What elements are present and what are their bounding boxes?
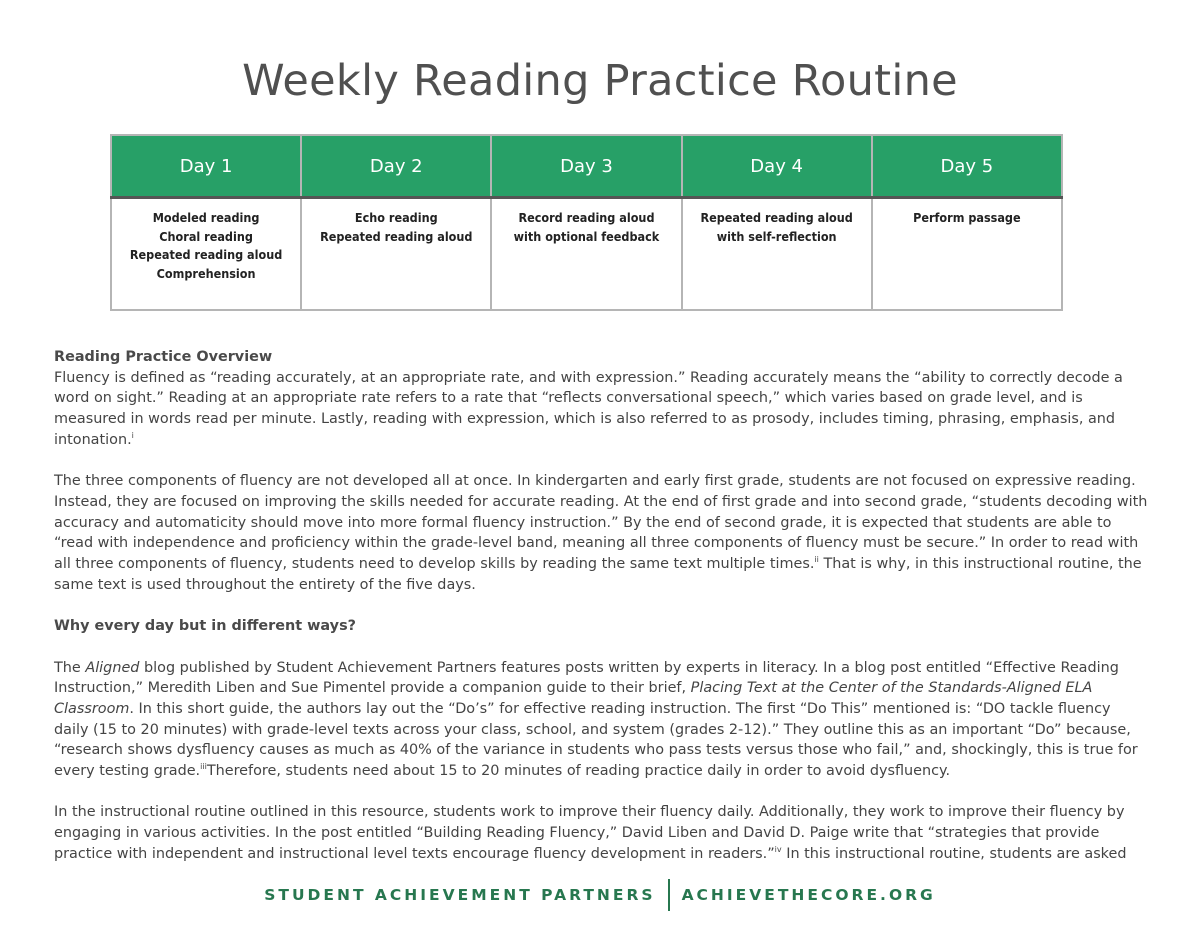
day-3-header: Day 3 — [491, 135, 681, 198]
overview-paragraph-2 — [54, 471, 1149, 595]
overview-heading: Reading Practice Overview — [54, 349, 273, 365]
table-header-row — [111, 135, 1062, 198]
activity-item: Echo reading — [354, 210, 438, 225]
footnote-marker: iii — [200, 762, 207, 772]
why-heading: Why every day but in different ways? — [54, 618, 356, 635]
footer-divider — [668, 879, 670, 911]
activity-item: Repeated reading aloud — [129, 247, 283, 262]
why-paragraph-1 — [54, 658, 1149, 782]
overview-text-2-tail: That is why, in this instructional routine, the same text is used throughout the entirety of the five days. — [54, 556, 1142, 593]
overview-paragraph-1 — [54, 347, 1149, 451]
why-text: . In this short guide, the authors lay out the “Do’s” for effective reading instruction. The first “Do This” mentioned is: “DO tackle fluency daily (15 to 20 minutes) with grade-level texts across your class, school, and system (grades 2-12).” They outline this as an important “Do” because, “research shows dysfluency causes as much as 40% of the variance in students who pass tests versus those who fail,” and, shockingly, this is true for every testing grade. — [54, 700, 1138, 780]
activity-item: with optional feedback — [513, 228, 660, 244]
day-3-activities — [491, 198, 681, 311]
day-5-header: Day 5 — [872, 135, 1062, 198]
day-2-activities — [301, 198, 491, 311]
footer — [0, 878, 1200, 912]
footnote-marker: i — [131, 431, 134, 441]
activity-item: Comprehension — [156, 265, 256, 281]
activity-item: Choral reading — [159, 228, 253, 244]
why-text: Therefore, students need about 15 to 20 minutes of reading practice daily in order to avoid dysfluency. — [206, 763, 951, 780]
activity-item: Repeated reading aloud — [320, 228, 473, 244]
footer-website: ACHIEVETHECORE.ORG — [681, 886, 936, 904]
why-text: In the instructional routine outlined in this resource, students work to improve their fluency daily. Additionally, they work to improve their fluency by engaging in various activities. In the post entitled “Building Reading Fluency,” David Liben and David D. Paige write that “strategies that provide practice with independent and instructional level texts encourage fluency development in readers.” — [54, 804, 1125, 862]
day-1-header: Day 1 — [111, 135, 301, 198]
day-4-activities — [682, 198, 872, 311]
day-4-header: Day 4 — [682, 135, 872, 198]
overview-text-1: Fluency is defined as “reading accurately, at an appropriate rate, and with expression.” Reading accurately means the “ability to correctly decode a word on sight.” Reading at an appropriate rate refers to a rate that “reflects conversational speech,” which varies based on grade level, and is measured in words read per minute. Lastly, reading with expression, which is also referred to as prosody, includes timing, phrasing, emphasis, and intonation. — [54, 369, 1123, 448]
footer-org-name: STUDENT ACHIEVEMENT PARTNERS — [264, 886, 656, 904]
activity-item: Record reading aloud — [518, 210, 655, 225]
weekly-schedule-table — [110, 134, 1063, 311]
day-2-header: Day 2 — [301, 135, 491, 198]
activity-item: Modeled reading — [152, 210, 260, 225]
why-text: The — [54, 659, 86, 676]
activity-item: Perform passage — [913, 210, 1021, 225]
overview-text-2: The three components of fluency are not developed all at once. In kindergarten and early first grade, students are not focused on expressive reading. Instead, they are focused on improving the skills needed for accurate reading. At the end of first grade and into second grade, “students decoding with accuracy and automaticity should move into more formal fluency instruction.” By the end of second grade, it is expected that students are able to “read with independence and proficiency within the grade-level band, meaning all three components of fluency must be secure.” In order to read with all three components of fluency, students need to develop skills by reading the same text multiple times. — [54, 473, 1148, 573]
why-text: blog published by Student Achievement Partners features posts written by experts in literacy. In a blog post entitled “Effective Reading Instruction,” Meredith Liben and Sue Pimentel provide a companion guide to their brief, — [54, 659, 1119, 697]
activity-item: with self-reflection — [716, 228, 837, 244]
why-paragraph-2 — [54, 802, 1149, 864]
blog-title: Aligned — [85, 659, 140, 676]
day-5-activities — [872, 198, 1062, 311]
brief-title: Placing Text at the Center of the Standards-Aligned ELA Classroom — [54, 680, 1093, 717]
body-text — [54, 347, 1149, 885]
page-title: Weekly Reading Practice Routine — [242, 56, 958, 106]
footnote-marker: iv — [774, 845, 782, 855]
footnote-marker: ii — [814, 555, 819, 565]
day-1-activities — [111, 198, 301, 311]
activity-item: Repeated reading aloud — [700, 210, 853, 225]
why-text: In this instructional routine, students are asked — [781, 845, 1127, 862]
table-row — [111, 198, 1062, 311]
